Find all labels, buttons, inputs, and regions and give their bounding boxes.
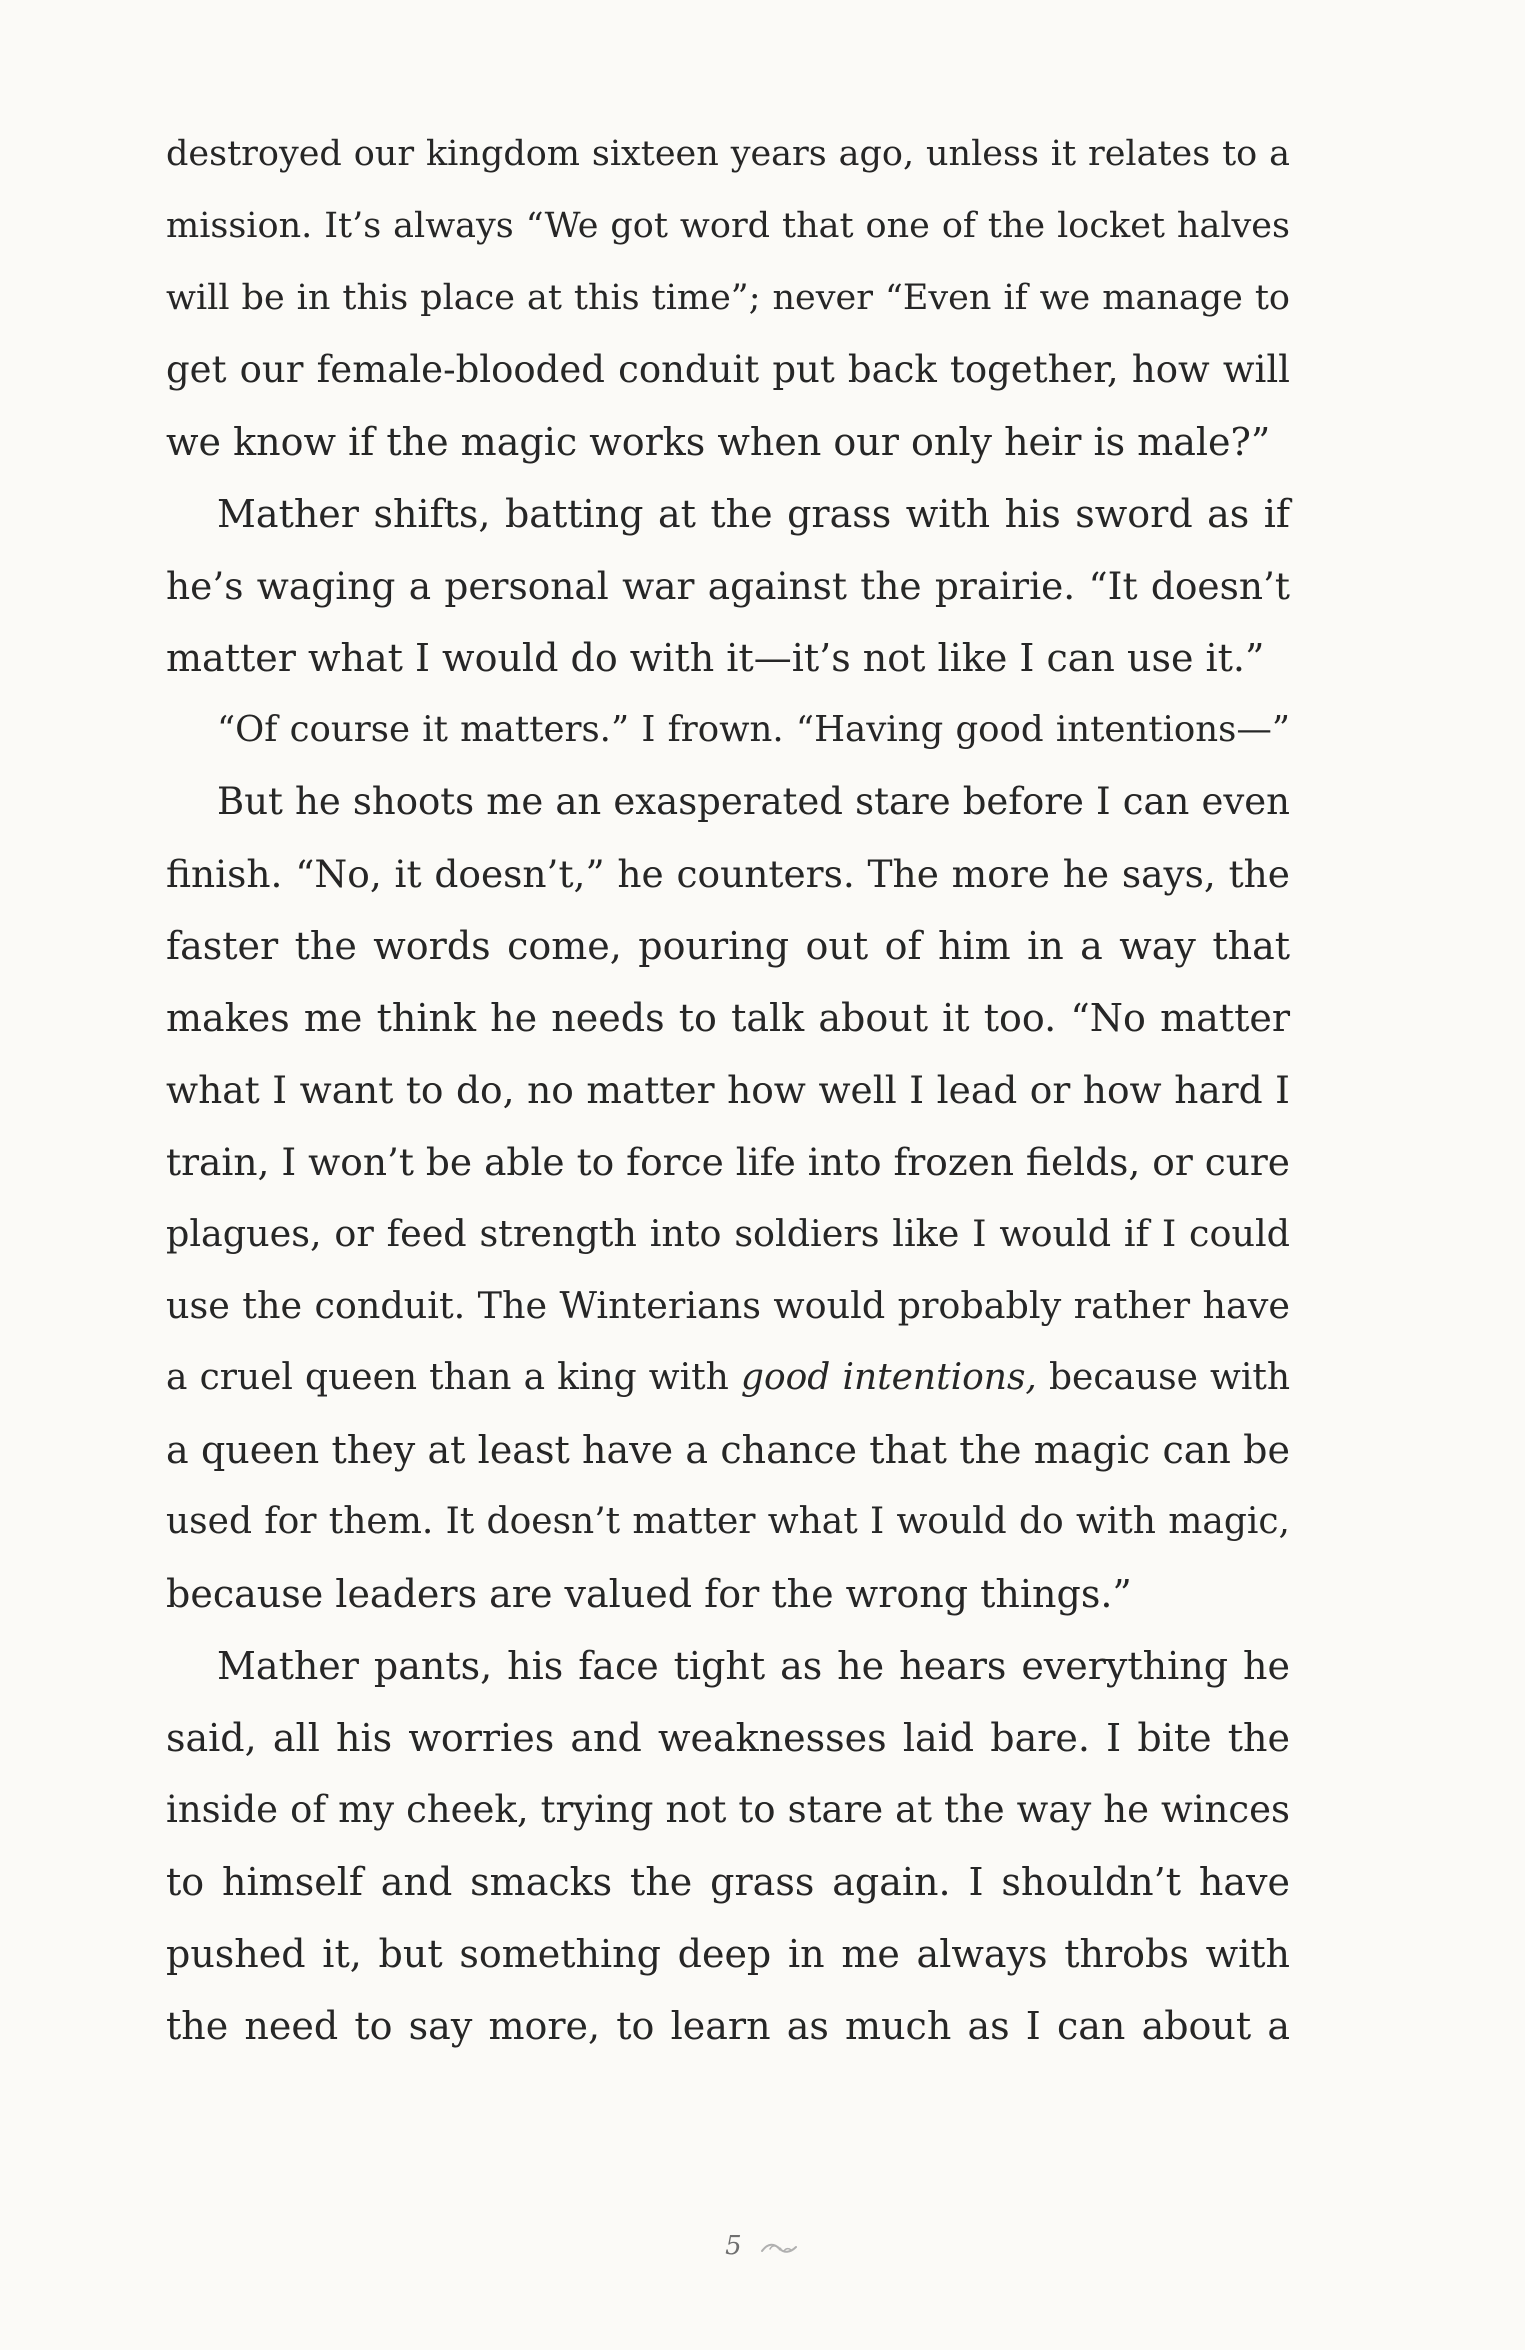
text-line: matter what I would do with it—it’s not like I can use it.” [166, 636, 1265, 680]
text-line: inside of my cheek, trying not to stare at the way he winces [166, 1788, 1290, 1831]
text-line: “Of course it matters.” I frown. “Having good intentions—” [217, 709, 1290, 750]
text-line: said, all his worries and weaknesses laid bare. I bite the [166, 1716, 1290, 1760]
text-line [166, 1342, 1290, 1414]
text-fragment: a cruel queen than a king with [166, 1357, 741, 1398]
text-line: makes me think he needs to talk about it too. “No matter [166, 996, 1290, 1040]
page-number: 5 [725, 2231, 742, 2261]
text-line: get our female-blooded conduit put back together, how will [166, 348, 1290, 391]
italic-emphasis: good intentions, [740, 1357, 1037, 1398]
text-line: Mather pants, his face tight as he hears everything he [217, 1644, 1290, 1688]
text-line: But he shoots me an exasperated stare before I can even [217, 780, 1290, 823]
page-footer [0, 2230, 1525, 2270]
text-line: the need to say more, to learn as much as I can about a [166, 2004, 1290, 2048]
text-line: will be in this place at this time”; never “Even if we manage to [166, 278, 1290, 318]
text-fragment: because with [1036, 1357, 1291, 1398]
text-line: destroyed our kingdom sixteen years ago, unless it relates to a [166, 134, 1290, 174]
flourish-icon [760, 2236, 800, 2256]
text-line: we know if the magic works when our only heir is male?” [166, 420, 1271, 464]
text-line: use the conduit. The Winterians would probably rather have [166, 1284, 1290, 1327]
text-line: faster the words come, pouring out of him in a way that [166, 924, 1290, 968]
text-line: a queen they at least have a chance that the magic can be [166, 1428, 1290, 1472]
body-text [166, 118, 1290, 2062]
text-line: plagues, or feed strength into soldiers like I would if I could [166, 1212, 1290, 1255]
text-line: because leaders are valued for the wrong things.” [166, 1572, 1132, 1616]
text-line: Mather shifts, batting at the grass with his sword as if [217, 492, 1290, 536]
text-line: mission. It’s always “We got word that one of the locket halves [166, 206, 1290, 246]
text-line: finish. “No, it doesn’t,” he counters. The more he says, the [166, 852, 1290, 896]
text-line: to himself and smacks the grass again. I shouldn’t have [166, 1860, 1290, 1904]
text-line: he’s waging a personal war against the prairie. “It doesn’t [166, 564, 1290, 608]
text-line: what I want to do, no matter how well I lead or how hard I [166, 1068, 1290, 1112]
text-line: used for them. It doesn’t matter what I would do with magic, [166, 1501, 1290, 1542]
text-line: pushed it, but something deep in me always throbs with [166, 1932, 1290, 1976]
text-line: train, I won’t be able to force life into frozen fields, or cure [166, 1140, 1290, 1184]
